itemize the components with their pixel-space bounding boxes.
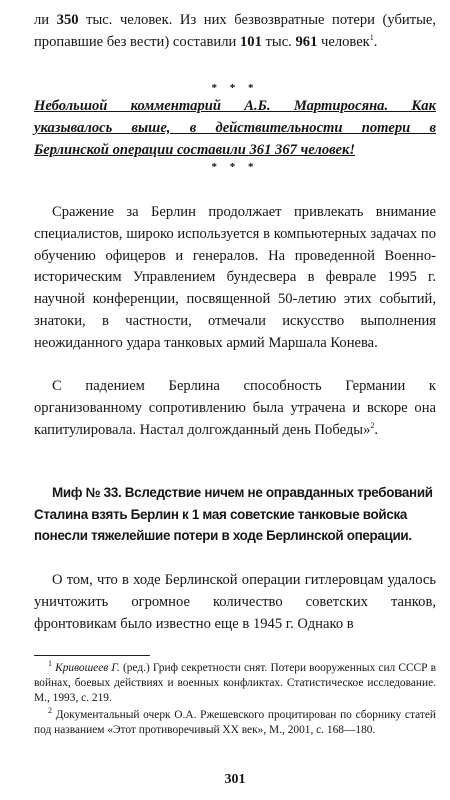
intro-text-4: человек [317,33,370,50]
footnote-2-mark: 2 [48,706,52,716]
footnote-1 [34,661,436,707]
intro-number-101: 101 [239,33,262,50]
battle-paragraph: Сражение за Берлин продолжает привлекать внимание специалистов, широко используется в компьютерных задачах по обучению офицеров и генералов. На проведенной Военно-историческим Управлением бундесвера в феврале 1995 г. научной конференции, посвященной 50-летию этих событий, знатоки, в частности, отмечали искусство выполнения неожиданного удара танковых армий Маршала Конева. [34,204,436,351]
fall-paragraph-text: С падением Берлина способность Германии к организованному сопротивлению была утрачена и вскоре она капитулировала. Настал долгожданный день Победы» [34,378,436,438]
separator-bottom: * * * [211,161,259,173]
footnote-1-text: (ред.) Гриф секретности снят. Потери вооруженных сил СССР в войнах, боевых действиях и военных конфликтах. Статистическое исследование. М., 1993, с. 219. [34,662,436,705]
intro-text-5: . [373,33,378,50]
footnote-1-mark: 1 [48,659,52,669]
intro-text-3: тыс. [261,33,296,50]
page-number: 301 [224,772,246,787]
martirosyan-comment: Небольшой комментарий А.Б. Мартиросяна. Как указывалось выше, в действительности потери в Берлинской операции составили 361 367 человек! [34,98,436,158]
footnote-2 [34,708,436,738]
myth-heading [34,482,436,547]
intro-text-2: тыс. человек. Из них безвозвратные потери (убитые, пропавшие без вести) составили [34,12,436,50]
intro-number-961: 961 [295,33,318,50]
book-page [34,4,436,796]
intro-text-1: ли [34,12,57,28]
fall-paragraph-end: . [374,421,379,438]
myth-number: Миф № 33. [52,485,122,500]
footnote-divider [34,655,150,656]
intro-number-350: 350 [56,12,79,28]
myth-text: Вследствие ничем не оправданных требований Сталина взять Берлин к 1 мая советские танковые войска понесли тяжелейшие потери в ходе Берлинской операции. [34,485,433,544]
fall-of-berlin-paragraph [34,376,436,441]
footnote-1-author: Кривошеев Г. [55,662,120,674]
intro-paragraph [34,10,436,54]
tank-losses-paragraph: О том, что в ходе Берлинской операции гитлеровцам удалось уничтожить огромное количество советских танков, фронтовикам было известно еще в 1945 г. Однако в [34,572,436,632]
separator-top: * * * [211,82,259,94]
footnote-ref-2[interactable]: 2 [370,420,375,430]
footnote-ref-1[interactable]: 1 [369,32,374,42]
footnote-2-text: Документальный очерк О.А. Ржешевского процитирован по сборнику статей под названием «Этот противоречивый ХХ век», М., 2001, с. 168—180. [34,709,436,737]
